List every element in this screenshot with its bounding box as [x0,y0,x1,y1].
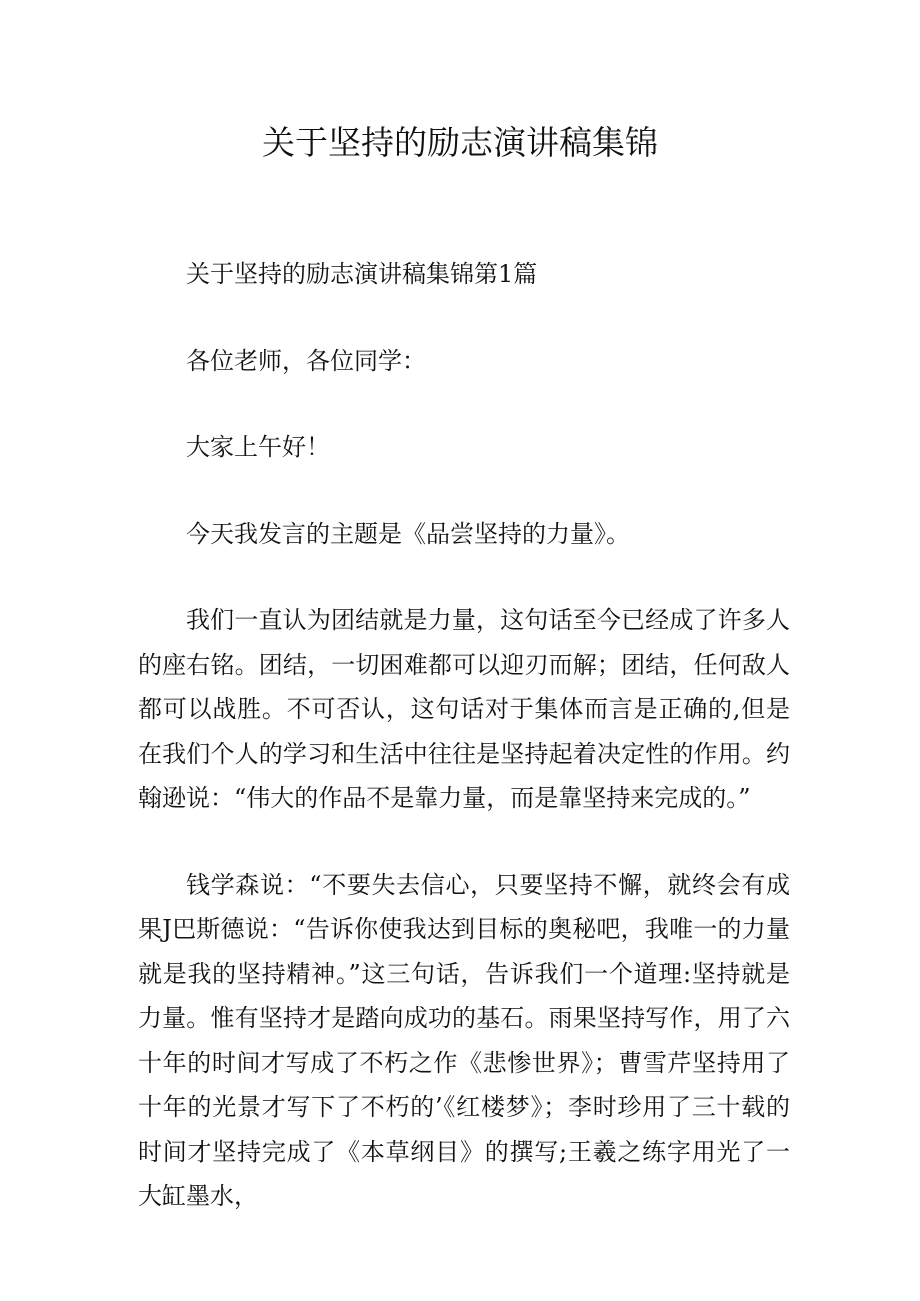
body-paragraph: 我们一直认为团结就是力量，这句话至今已经成了许多人的座右铭。团结，一切困难都可以迎刃而解；团结，任何敌人都可以战胜。不可否认，这句话对于集体而言是正确的,但是在我们个人的学习和生活中往往是坚持起着决定性的作用。约翰逊说：“伟大的作品不是靠力量，而是靠坚持来完成的。” [138,606,790,812]
document-title: 关于坚持的励志演讲稿集锦 [262,123,658,162]
document-body [138,252,790,1261]
salutation-paragraph: 各位老师，各位同学： [186,346,426,375]
greeting-paragraph: 大家上午好！ [186,433,330,461]
body-paragraph: 钱学森说：“不要失去信心，只要坚持不懈，就终会有成果J巴斯德说：“告诉你使我达到目标的奥秘吧，我唯一的力量就是我的坚持精神。”这三句话，告诉我们一个道理:坚持就是力量。惟有坚持才是踏向成功的基石。雨果坚持写作，用了六十年的时间才写成了不朽之作《悲惨世界》；曹雪芹坚持用了十年的光景才写下了不朽的’《红楼梦》；李时珍用了三十载的时间才坚持完成了《本草纲目》的撰写;王羲之练字用光了一大缸墨水， [138,870,790,1210]
section-heading: 关于坚持的励志演讲稿集锦第1篇 [186,260,538,288]
topic-paragraph: 今天我发言的主题是《品尝坚持的力量》。 [186,519,630,548]
